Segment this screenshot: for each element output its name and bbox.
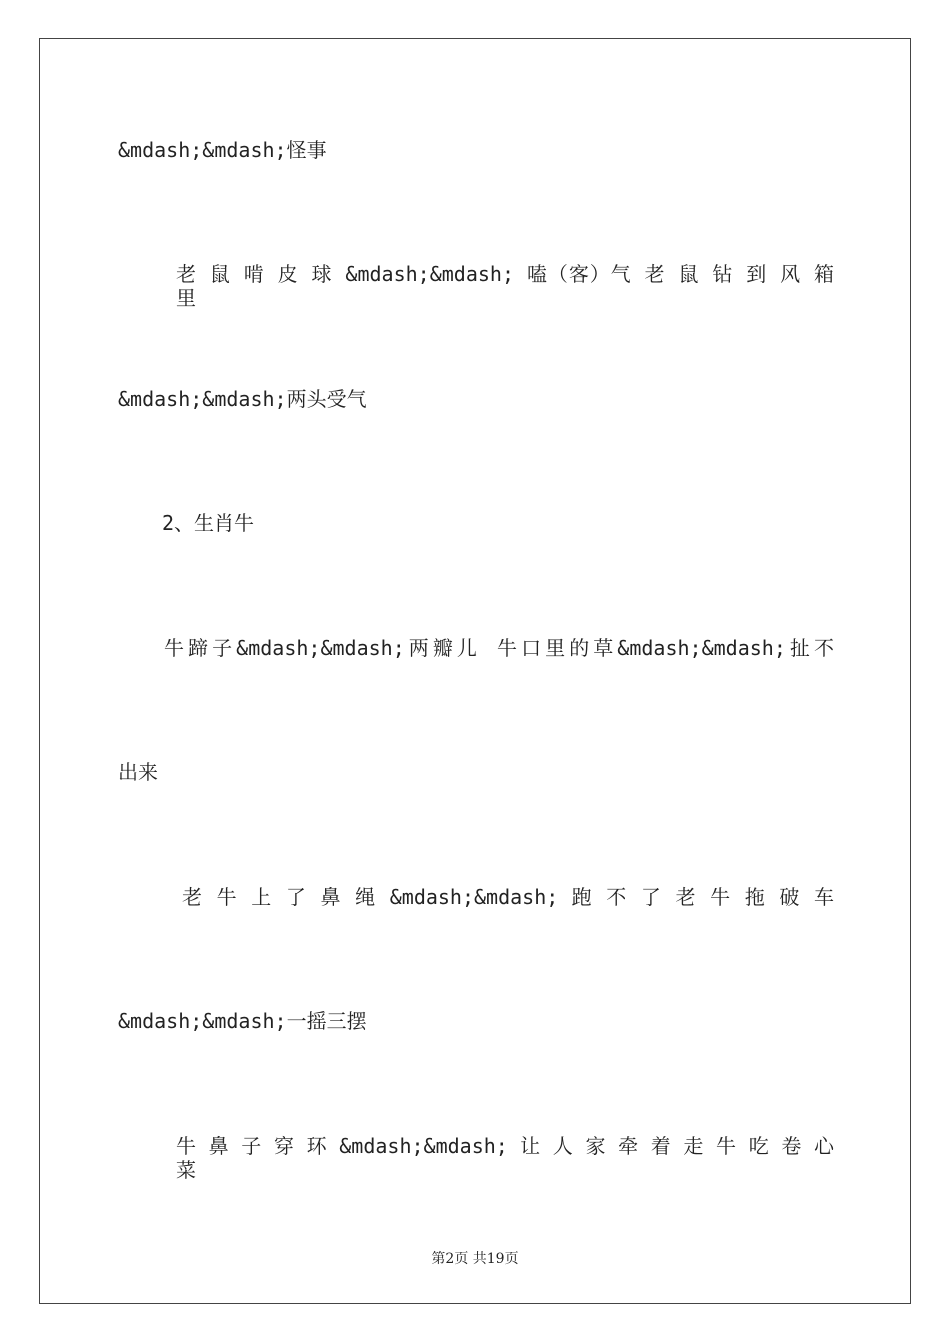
text-line-1: &mdash;&mdash;怪事 [118,138,327,162]
text-line-5: 牛蹄子&mdash;&mdash;两瓣儿 牛口里的草&mdash;&mdash;扯不 [164,636,834,660]
text-line-2: 老 鼠 啃 皮 球 &mdash;&mdash; 嗑（客）气 老 鼠 钻 到 风 箱 里 [176,262,834,310]
page-frame [39,38,911,1304]
text-line-9: 牛 鼻 子 穿 环 &mdash;&mdash; 让 人 家 牵 着 走 牛 吃 卷 心 菜 [176,1134,834,1182]
text-line-7: 老 牛 上 了 鼻 绳 &mdash;&mdash; 跑 不 了 老 牛 拖 破 车 [182,885,834,909]
section-heading: 2、生肖牛 [162,511,255,535]
page-footer: 第2页 共19页 [431,1251,519,1267]
text-line-3: &mdash;&mdash;两头受气 [118,387,367,411]
text-line-8: &mdash;&mdash;一摇三摆 [118,1009,367,1033]
text-line-6: 出来 [118,760,158,784]
